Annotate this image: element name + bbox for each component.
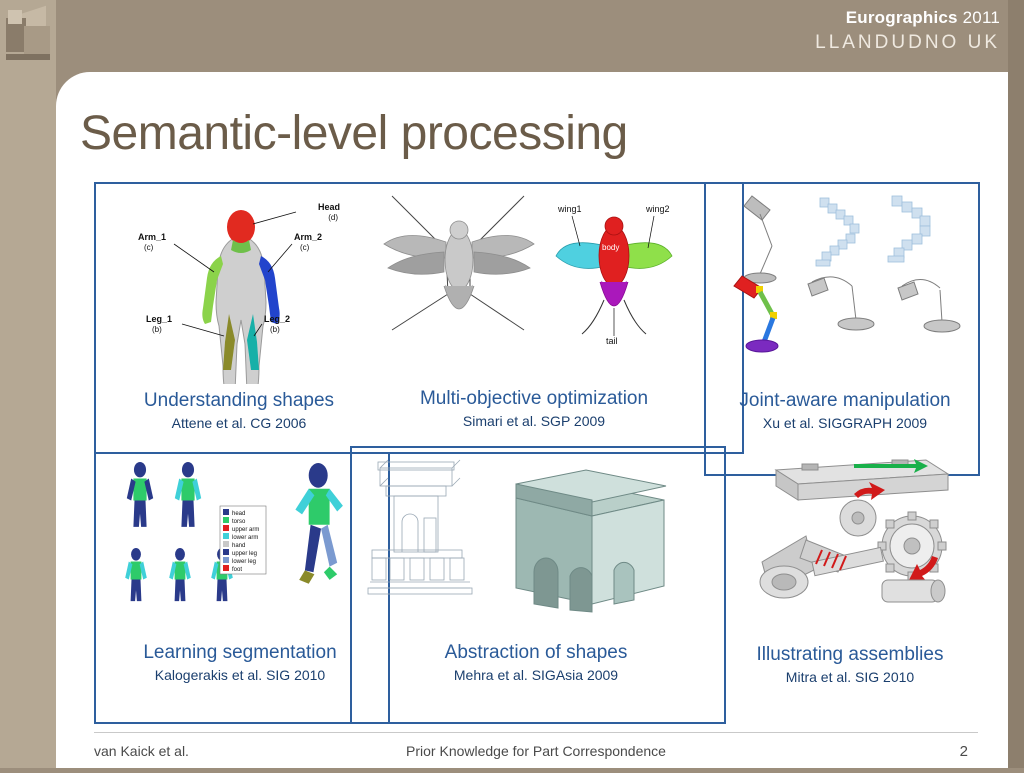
caption-title: Learning segmentation [143, 642, 337, 663]
figure-joint-aware-manipulation [716, 190, 966, 380]
footer-title: Prior Knowledge for Part Correspondence [406, 743, 666, 759]
svg-text:(c): (c) [300, 243, 310, 252]
human-part-segmentation-illustration [116, 194, 366, 384]
svg-text:(d): (d) [328, 213, 338, 222]
svg-text:(b): (b) [270, 325, 280, 334]
left-background-band [0, 0, 56, 768]
caption-citation: Simari et al. SGP 2009 [462, 413, 606, 429]
caption-citation: Attene et al. CG 2006 [171, 415, 307, 431]
caption-title: Understanding shapes [143, 390, 335, 411]
svg-text:body: body [602, 243, 620, 252]
caption-citation: Mehra et al. SIGAsia 2009 [453, 667, 619, 683]
caption-joint-aware-manipulation [704, 390, 986, 431]
caption-title: Illustrating assemblies [756, 644, 944, 665]
svg-text:hand: hand [232, 543, 246, 549]
caption-title: Joint-aware manipulation [739, 390, 951, 411]
conference-branding [815, 8, 1000, 54]
right-background-band [1008, 0, 1024, 768]
conference-location: LLANDUDNO UK [815, 32, 1000, 53]
svg-text:(b): (b) [152, 325, 162, 334]
mechanical-assembly-illustration [742, 454, 982, 634]
caption-understanding-shapes [94, 390, 384, 431]
svg-text:wing1: wing1 [558, 204, 582, 214]
svg-text:(c): (c) [144, 243, 154, 252]
caption-illustrating-assemblies [704, 644, 996, 685]
figure-illustrating-assemblies [742, 454, 982, 634]
svg-text:lower arm: lower arm [232, 535, 259, 541]
svg-text:head: head [232, 511, 246, 517]
svg-text:Arm_1: Arm_1 [138, 232, 167, 242]
page-title: Semantic-level processing [80, 107, 628, 160]
conference-year: 2011 [962, 8, 1000, 27]
caption-citation: Mitra et al. SIG 2010 [785, 669, 915, 685]
svg-text:wing2: wing2 [646, 204, 670, 214]
cube-logo-icon [6, 8, 54, 62]
human-mesh-labeling-illustration [108, 458, 374, 640]
svg-text:torso: torso [232, 519, 246, 525]
slide-canvas [56, 72, 1008, 768]
footer-page-number: 2 [959, 743, 968, 760]
caption-learning-segmentation [94, 642, 386, 683]
svg-text:Leg_1: Leg_1 [146, 314, 173, 324]
caption-title: Multi-objective optimization [419, 388, 649, 409]
svg-text:Head: Head [317, 202, 340, 212]
figure-learning-segmentation [108, 458, 374, 640]
conference-name: Eurographics [845, 8, 958, 27]
figure-understanding-shapes [116, 194, 366, 384]
caption-citation: Kalogerakis et al. SIG 2010 [154, 667, 326, 683]
svg-text:Leg_2: Leg_2 [264, 314, 291, 324]
caption-abstraction-of-shapes [356, 642, 716, 683]
bird-segmentation-illustration [374, 190, 694, 384]
lamp-joint-manipulation-illustration [716, 190, 966, 380]
svg-text:upper leg: upper leg [232, 551, 258, 557]
building-abstraction-illustration [366, 454, 706, 634]
svg-text:Arm_2: Arm_2 [294, 232, 323, 242]
slide-footer [94, 732, 978, 773]
footer-author: van Kaick et al. [94, 743, 189, 759]
caption-multi-objective-optimization [374, 388, 694, 429]
figure-multi-objective-optimization [374, 190, 694, 384]
svg-text:tail: tail [606, 336, 618, 346]
caption-citation: Xu et al. SIGGRAPH 2009 [762, 415, 928, 431]
caption-title: Abstraction of shapes [444, 642, 628, 663]
svg-text:upper arm: upper arm [232, 527, 260, 533]
svg-text:foot: foot [232, 567, 243, 573]
svg-text:lower leg: lower leg [232, 559, 257, 565]
figure-abstraction-of-shapes [366, 454, 706, 634]
